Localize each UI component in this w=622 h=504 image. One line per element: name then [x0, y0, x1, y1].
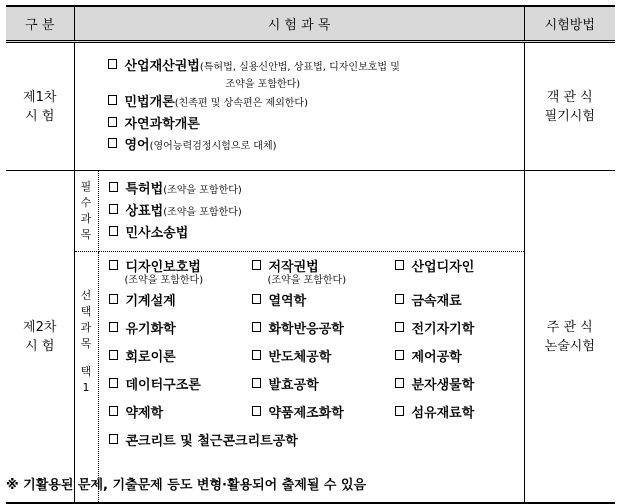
list-item: 산업재산권법(특허법, 실용신안법, 상표법, 디자인보호법 및 [108, 56, 524, 78]
checkbox-bullet-icon [109, 434, 118, 444]
elective-subjects-label: 선 택 과 목 택 1 [74, 252, 98, 504]
list-item: 자연과학개론 [108, 114, 524, 135]
checkbox-bullet-icon [109, 226, 118, 236]
checkbox-bullet-icon [395, 378, 404, 388]
checkbox-bullet-icon [109, 294, 118, 304]
first-exam-label: 제1차 시 험 [6, 42, 74, 171]
elective-grid-row [109, 402, 524, 430]
list-item: 열역학 [252, 290, 395, 309]
checkbox-bullet-icon [109, 406, 118, 416]
second-exam-method: 주 관 식 논술시험 [524, 171, 615, 504]
list-item-continuation: 조약을 포함한다) [225, 79, 301, 90]
list-item: 영어(영어능력검정시험으로 대체) [108, 135, 524, 157]
list-item: 금속재료 [395, 290, 462, 309]
list-item: 특허법(조약을 포함한다) [109, 179, 524, 201]
checkbox-bullet-icon [108, 95, 117, 105]
list-item: 섬유재료학 [395, 402, 475, 421]
checkbox-bullet-icon [252, 378, 261, 388]
checkbox-bullet-icon [109, 182, 118, 192]
list-item: 기계설계 [109, 290, 252, 309]
second-exam-elective-row [6, 252, 615, 504]
list-item: 제어공학 [395, 346, 462, 365]
checkbox-bullet-icon [395, 350, 404, 360]
footnote: ※ 기활용된 문제, 기출문제 등도 변형·활용되어 출제될 수 있음 [6, 478, 367, 493]
required-subjects-label: 필 수 과 목 [74, 171, 98, 252]
list-item: 디자인보호법 (조약을 포함한다) [109, 256, 252, 287]
checkbox-bullet-icon [252, 406, 261, 416]
checkbox-bullet-icon [252, 322, 261, 332]
elective-grid-row [109, 256, 524, 290]
header-division: 구 분 [6, 6, 74, 42]
list-item: 유기화학 [109, 318, 252, 337]
list-item: 전기자기학 [395, 318, 475, 337]
elective-grid-row [109, 374, 524, 402]
list-item: 민법개론(친족편 및 상속편은 제외한다) [108, 92, 524, 114]
list-item: 상표법(조약을 포함한다) [109, 201, 524, 223]
list-item: 콘크리트 및 철근콘크리트공학 [109, 430, 298, 449]
checkbox-bullet-icon [395, 294, 404, 304]
exam-subjects-table [6, 5, 615, 504]
first-exam-subjects [74, 42, 524, 171]
checkbox-bullet-icon [252, 260, 261, 270]
checkbox-bullet-icon [109, 204, 118, 214]
list-item: 분자생물학 [395, 374, 475, 393]
list-item: 회로이론 [109, 346, 252, 365]
elective-subjects-list [98, 252, 524, 504]
checkbox-bullet-icon [108, 138, 117, 148]
first-exam-method: 객 관 식 필기시험 [524, 42, 615, 171]
checkbox-bullet-icon [395, 260, 404, 270]
checkbox-bullet-icon [395, 322, 404, 332]
elective-grid-row [109, 346, 524, 374]
list-item: 반도체공학 [252, 346, 395, 365]
checkbox-bullet-icon [109, 322, 118, 332]
list-item: 발효공학 [252, 374, 395, 393]
elective-grid-row [109, 430, 524, 458]
list-item: 약품제조화학 [252, 402, 395, 421]
header-subjects: 시 험 과 목 [74, 6, 524, 42]
list-item: 약제학 [109, 402, 252, 421]
checkbox-bullet-icon [108, 59, 117, 69]
second-exam-label: 제2차 시 험 [6, 171, 74, 504]
required-subjects-list [98, 171, 524, 252]
list-item: 산업디자인 [395, 256, 475, 275]
elective-grid-row [109, 290, 524, 318]
checkbox-bullet-icon [252, 294, 261, 304]
elective-grid-row [109, 318, 524, 346]
list-item: 데이터구조론 [109, 374, 252, 393]
checkbox-bullet-icon [109, 378, 118, 388]
table-header-row [6, 6, 615, 42]
list-item: 저작권법 (조약을 포함한다) [252, 256, 395, 287]
header-method: 시험방법 [524, 6, 615, 42]
list-item: 민사소송법 [109, 223, 524, 244]
list-item: 화학반응공학 [252, 318, 395, 337]
checkbox-bullet-icon [395, 406, 404, 416]
checkbox-bullet-icon [109, 260, 118, 270]
first-exam-row [6, 42, 615, 171]
checkbox-bullet-icon [252, 350, 261, 360]
second-exam-required-row [6, 171, 615, 252]
checkbox-bullet-icon [109, 350, 118, 360]
checkbox-bullet-icon [108, 117, 117, 127]
